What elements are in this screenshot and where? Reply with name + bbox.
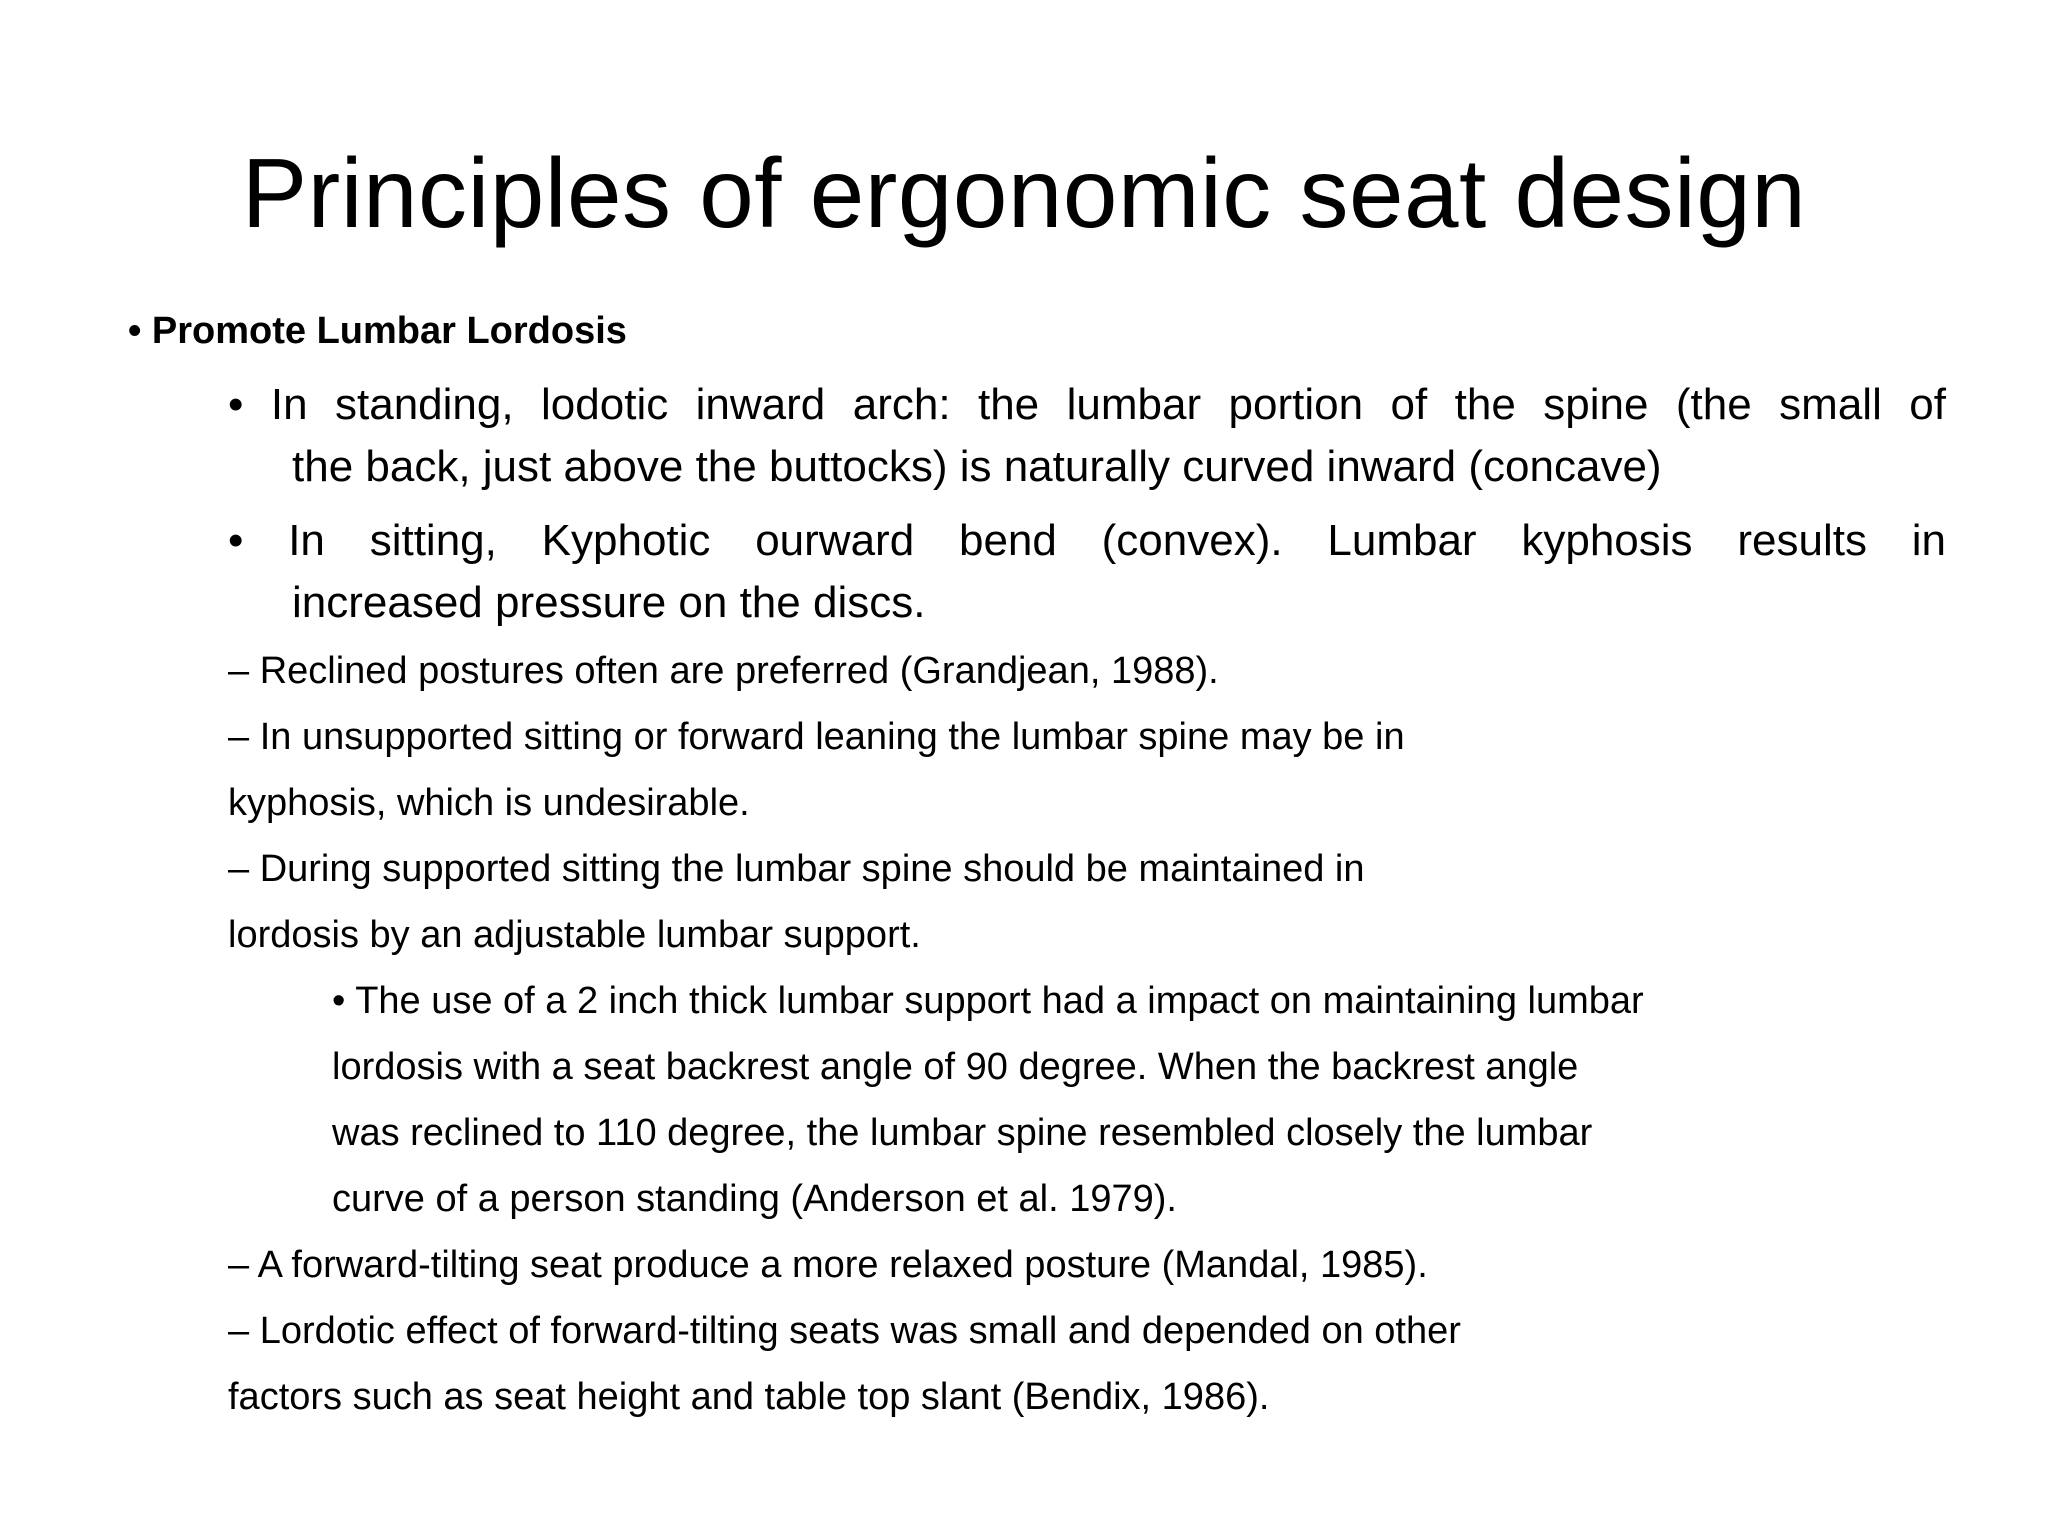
- sub-bullet-line-3: was reclined to 110 degree, the lumbar spine resembled closely the lumbar: [332, 1112, 1593, 1154]
- bullet-glyph: •: [128, 310, 142, 352]
- sitting-line-1: [228, 510, 1946, 572]
- bullet-glyph: •: [228, 380, 244, 429]
- sub-bullet-text-1: The use of a 2 inch thick lumbar support had a impact on maintaining lumbar: [355, 980, 1644, 1022]
- sub-bullet-line-4: curve of a person standing (Anderson et al. 1979).: [332, 1178, 1177, 1220]
- unsupported-sitting-line: – In unsupported sitting or forward leaning the lumbar spine may be in: [228, 716, 1405, 758]
- supported-sitting-line: – During supported sitting the lumbar spine should be maintained in: [228, 848, 1365, 890]
- standing-text-1: In standing, lodotic inward arch: the lumbar portion of the spine (the small of: [270, 380, 1946, 429]
- forward-tilting-line: – A forward-tilting seat produce a more relaxed posture (Mandal, 1985).: [228, 1244, 1428, 1286]
- kyphosis-line: kyphosis, which is undesirable.: [228, 782, 750, 824]
- heading-text: Promote Lumbar Lordosis: [151, 310, 627, 352]
- sub-bullet-line-1: [332, 976, 1644, 1026]
- lumbar-support-line: lordosis by an adjustable lumbar support.: [228, 914, 921, 956]
- reclined-postures-line: – Reclined postures often are preferred (Grandjean, 1988).: [228, 650, 1219, 692]
- sitting-bullet-item: [228, 510, 1946, 634]
- standing-line-1: [228, 374, 1946, 436]
- bullet-glyph: •: [228, 516, 244, 565]
- bendix-line: factors such as seat height and table top slant (Bendix, 1986).: [228, 1376, 1270, 1418]
- standing-line-2: the back, just above the buttocks) is naturally curved inward (concave): [292, 442, 1662, 491]
- lordotic-effect-line: – Lordotic effect of forward-tilting seats was small and depended on other: [228, 1310, 1461, 1352]
- bullet-glyph: •: [332, 980, 346, 1022]
- heading-bullet-item: [128, 306, 627, 356]
- slide-title: Principles of ergonomic seat design: [241, 138, 1807, 248]
- sitting-line-2: increased pressure on the discs.: [292, 578, 926, 627]
- sub-bullet-line-2: lordosis with a seat backrest angle of 90 degree. When the backrest angle: [332, 1046, 1579, 1088]
- standing-bullet-item: [228, 374, 1946, 498]
- sitting-text-1: In sitting, Kyphotic ourward bend (convex). Lumbar kyphosis results in: [288, 516, 1946, 565]
